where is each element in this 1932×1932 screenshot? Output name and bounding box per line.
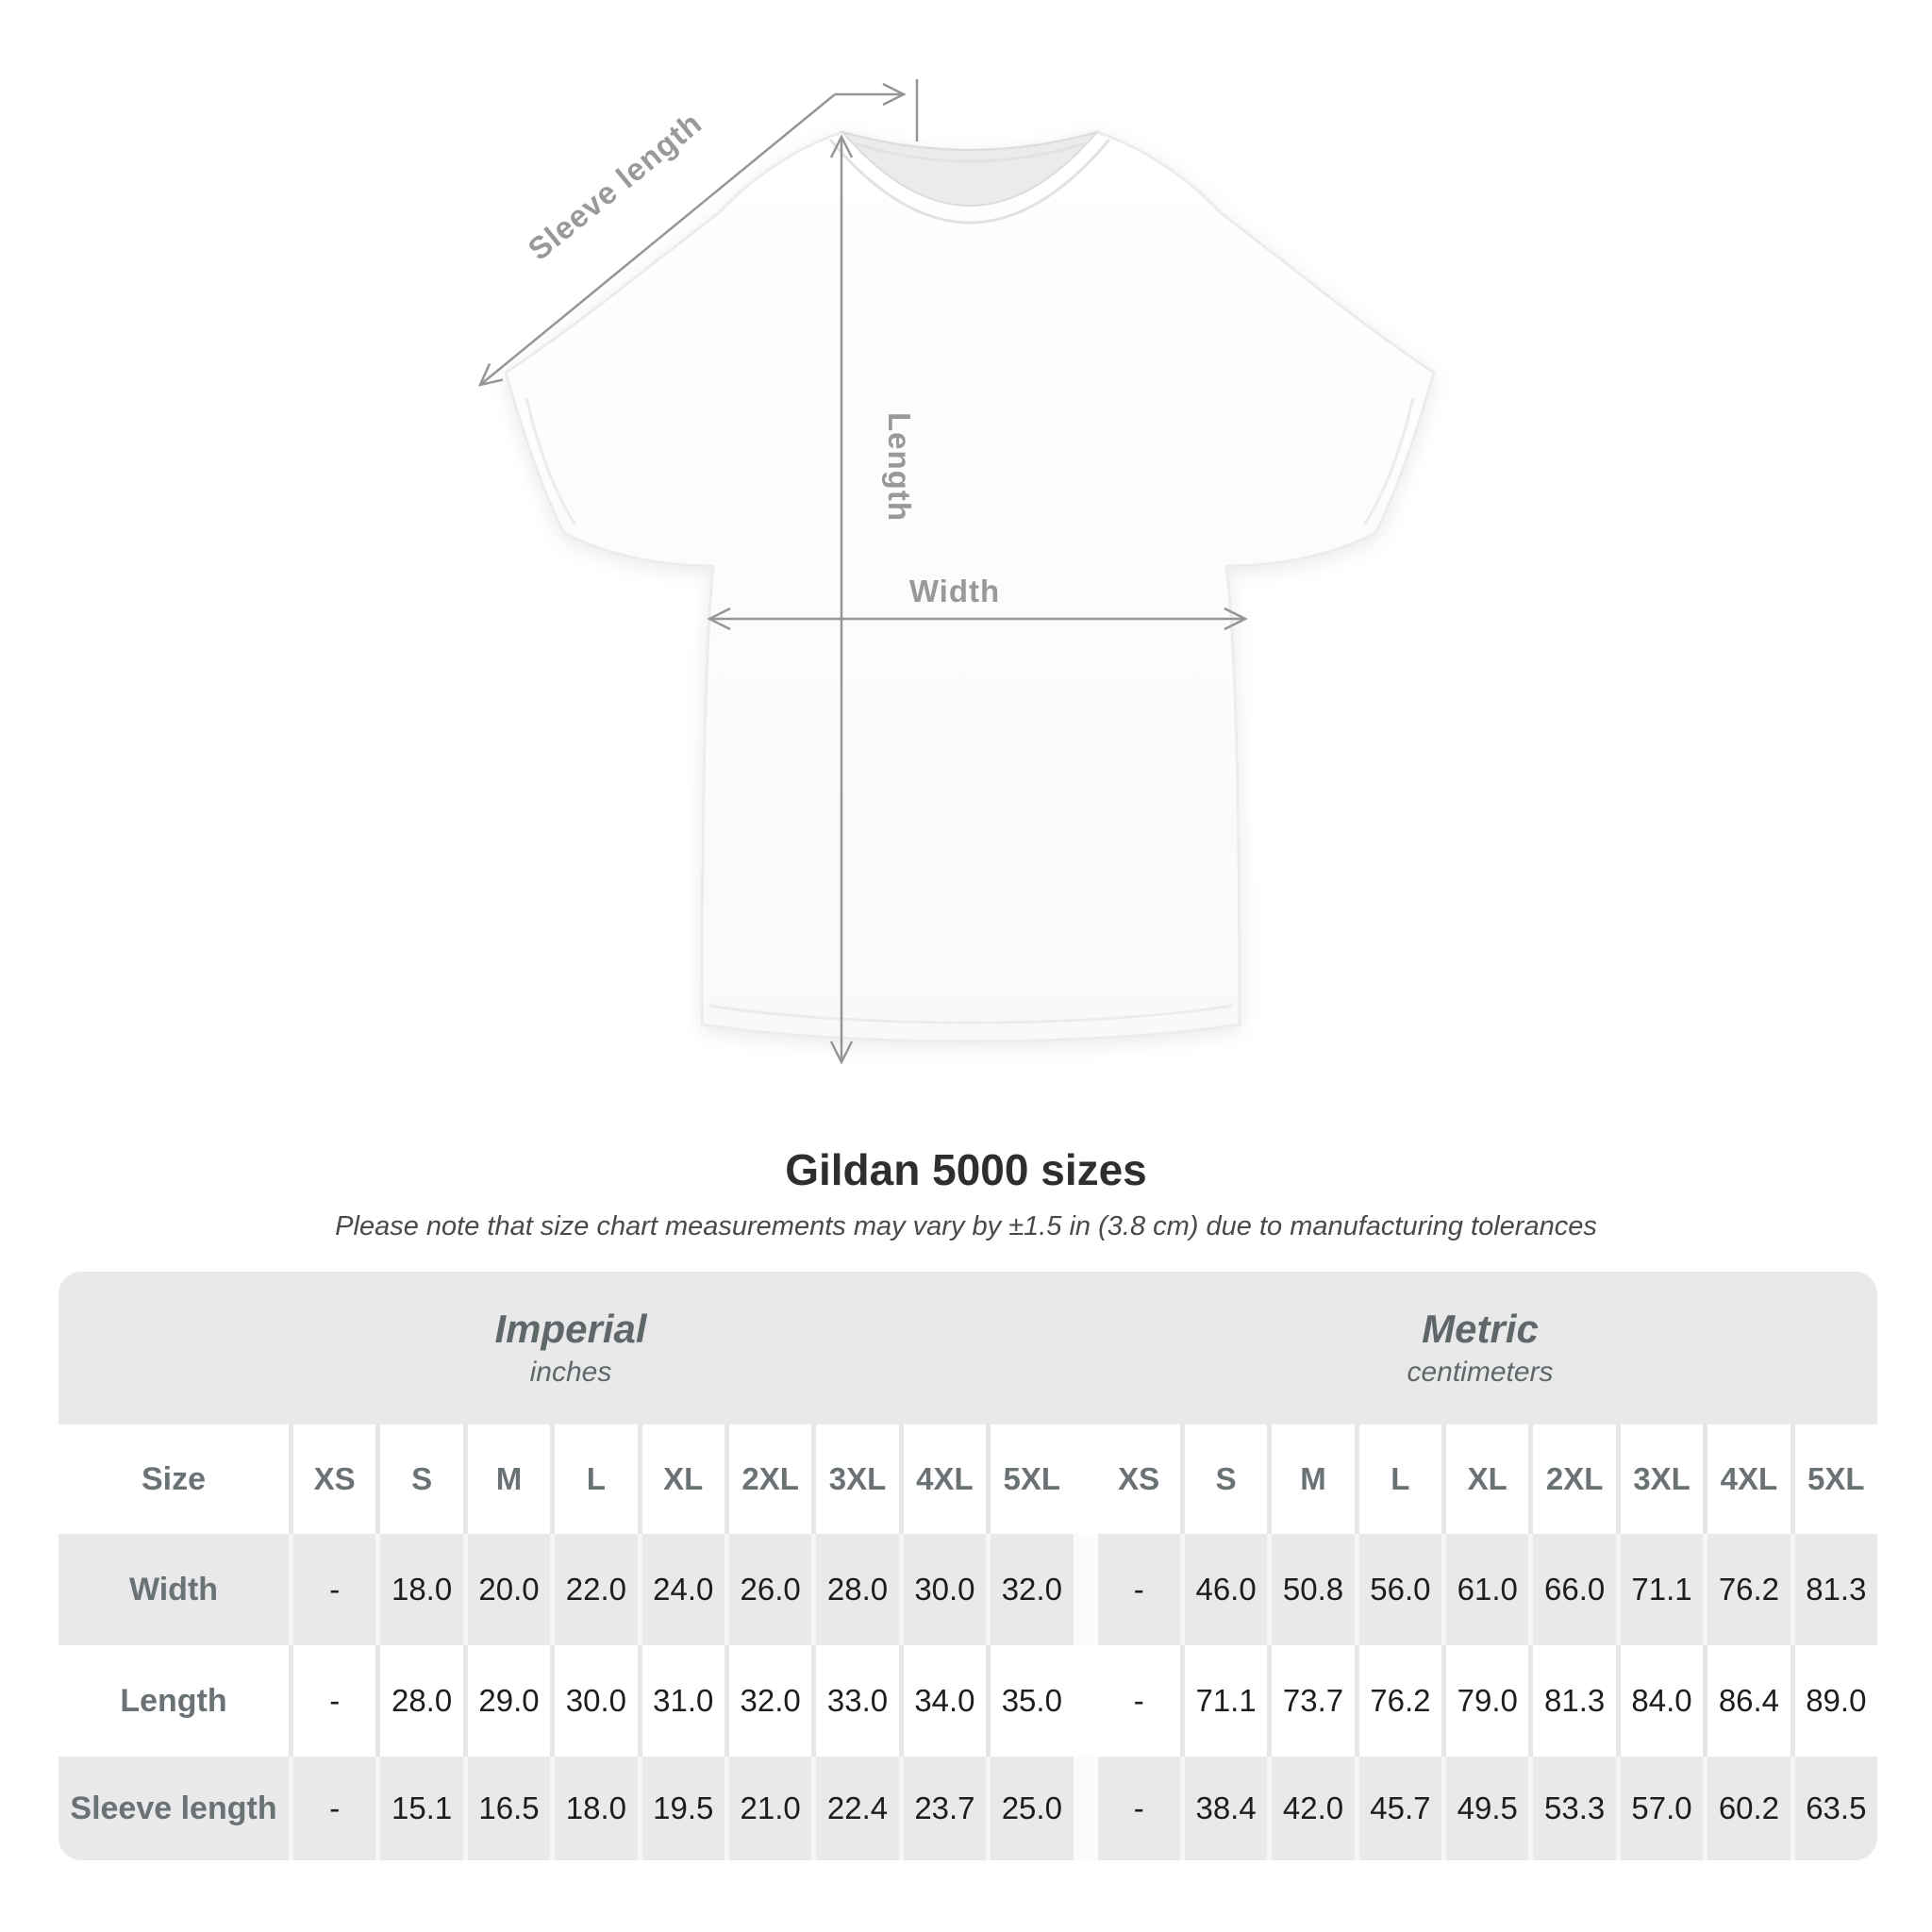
width-value-cell: 28.0 bbox=[811, 1534, 898, 1645]
sleeve-imperial-values bbox=[289, 1757, 1074, 1860]
metric-group-title: Metric bbox=[1422, 1307, 1539, 1351]
size-header-cell: XS bbox=[313, 1461, 356, 1496]
sleeve-value-cell: 49.5 bbox=[1441, 1757, 1528, 1860]
sleeve-value-cell: - bbox=[329, 1790, 341, 1825]
width-value-cell: 71.1 bbox=[1616, 1534, 1703, 1645]
size-header-cell: S bbox=[375, 1424, 462, 1534]
sleeve-value-cell: 57.0 bbox=[1616, 1757, 1703, 1860]
length-value-cell: 31.0 bbox=[638, 1645, 724, 1757]
size-header-cell: 4XL bbox=[899, 1424, 986, 1534]
length-value-cell: 76.2 bbox=[1355, 1645, 1441, 1757]
length-label: Length bbox=[882, 412, 917, 522]
size-header-cell: 5XL bbox=[1790, 1424, 1877, 1534]
width-label: Width bbox=[908, 574, 1001, 608]
size-header-cell: 3XL bbox=[811, 1424, 898, 1534]
length-value-cell: 34.0 bbox=[899, 1645, 986, 1757]
width-value-cell: 20.0 bbox=[463, 1534, 550, 1645]
size-header-cell: XS bbox=[1118, 1461, 1160, 1496]
sleeve-length-measurement-row bbox=[58, 1757, 1877, 1860]
width-value-cell: 22.0 bbox=[550, 1534, 637, 1645]
length-measurement-row bbox=[58, 1645, 1877, 1757]
sleeve-value-cell: 18.0 bbox=[550, 1757, 637, 1860]
metric-group-header bbox=[1083, 1272, 1877, 1424]
length-value-cell: 32.0 bbox=[724, 1645, 811, 1757]
width-value-cell: 50.8 bbox=[1267, 1534, 1354, 1645]
metric-size-headers bbox=[1074, 1424, 1878, 1534]
width-measurement-row bbox=[58, 1534, 1877, 1645]
length-value-cell: 29.0 bbox=[463, 1645, 550, 1757]
sleeve-length-row-label: Sleeve length bbox=[70, 1790, 277, 1826]
length-value-cell: 73.7 bbox=[1267, 1645, 1354, 1757]
length-row-label: Length bbox=[120, 1682, 227, 1719]
sleeve-value-cell: 60.2 bbox=[1703, 1757, 1790, 1860]
width-metric-values bbox=[1074, 1534, 1878, 1645]
sleeve-value-cell: 16.5 bbox=[463, 1757, 550, 1860]
size-header-cell: M bbox=[1267, 1424, 1354, 1534]
imperial-size-headers bbox=[289, 1424, 1074, 1534]
unit-group-header-row bbox=[58, 1272, 1877, 1424]
sleeve-value-cell: 23.7 bbox=[899, 1757, 986, 1860]
size-chart-table bbox=[58, 1272, 1877, 1860]
size-header-cell: 5XL bbox=[986, 1424, 1073, 1534]
width-value-cell: 18.0 bbox=[375, 1534, 462, 1645]
length-value-cell: 84.0 bbox=[1616, 1645, 1703, 1757]
length-value-cell: - bbox=[1133, 1683, 1144, 1718]
length-imperial-values bbox=[289, 1645, 1074, 1757]
sleeve-value-cell: 22.4 bbox=[811, 1757, 898, 1860]
sleeve-value-cell: 53.3 bbox=[1528, 1757, 1615, 1860]
width-value-cell: 66.0 bbox=[1528, 1534, 1615, 1645]
length-value-cell: 86.4 bbox=[1703, 1645, 1790, 1757]
sleeve-value-cell: 15.1 bbox=[375, 1757, 462, 1860]
size-header-cell: 2XL bbox=[724, 1424, 811, 1534]
width-value-cell: 26.0 bbox=[724, 1534, 811, 1645]
width-value-cell: 24.0 bbox=[638, 1534, 724, 1645]
size-row-label: Size bbox=[141, 1460, 207, 1497]
sleeve-value-cell: 19.5 bbox=[638, 1757, 724, 1860]
sleeve-value-cell: 38.4 bbox=[1180, 1757, 1267, 1860]
length-value-cell: 30.0 bbox=[550, 1645, 637, 1757]
width-value-cell: 56.0 bbox=[1355, 1534, 1441, 1645]
width-value-cell: 76.2 bbox=[1703, 1534, 1790, 1645]
length-value-cell: 89.0 bbox=[1790, 1645, 1877, 1757]
length-value-cell: 28.0 bbox=[375, 1645, 462, 1757]
size-header-cell: XL bbox=[638, 1424, 724, 1534]
size-header-row bbox=[58, 1424, 1877, 1534]
imperial-group-header bbox=[58, 1272, 1083, 1424]
width-value-cell: 46.0 bbox=[1180, 1534, 1267, 1645]
size-header-cell: XL bbox=[1441, 1424, 1528, 1534]
width-value-cell: 32.0 bbox=[986, 1534, 1073, 1645]
sleeve-value-cell: 45.7 bbox=[1355, 1757, 1441, 1860]
length-value-cell: 71.1 bbox=[1180, 1645, 1267, 1757]
sleeve-value-cell: - bbox=[1133, 1790, 1144, 1825]
size-header-cell: 2XL bbox=[1528, 1424, 1615, 1534]
size-header-cell: L bbox=[1355, 1424, 1441, 1534]
sleeve-value-cell: 21.0 bbox=[724, 1757, 811, 1860]
page-title: Gildan 5000 sizes bbox=[785, 1145, 1147, 1194]
width-value-cell: - bbox=[329, 1572, 341, 1607]
length-value-cell: - bbox=[329, 1683, 341, 1718]
width-value-cell: 30.0 bbox=[899, 1534, 986, 1645]
imperial-group-unit: inches bbox=[529, 1357, 612, 1388]
imperial-group-title: Imperial bbox=[494, 1307, 647, 1351]
sleeve-value-cell: 25.0 bbox=[986, 1757, 1073, 1860]
sleeve-value-cell: 42.0 bbox=[1267, 1757, 1354, 1860]
length-value-cell: 33.0 bbox=[811, 1645, 898, 1757]
size-header-cell: M bbox=[463, 1424, 550, 1534]
width-value-cell: 81.3 bbox=[1790, 1534, 1877, 1645]
width-value-cell: - bbox=[1133, 1572, 1144, 1607]
sleeve-length-label: Sleeve length bbox=[521, 105, 708, 267]
sleeve-metric-values bbox=[1074, 1757, 1878, 1860]
size-header-cell: L bbox=[550, 1424, 637, 1534]
length-value-cell: 35.0 bbox=[986, 1645, 1073, 1757]
width-imperial-values bbox=[289, 1534, 1074, 1645]
size-header-cell: 3XL bbox=[1616, 1424, 1703, 1534]
size-header-cell: S bbox=[1180, 1424, 1267, 1534]
length-value-cell: 81.3 bbox=[1528, 1645, 1615, 1757]
metric-group-unit: centimeters bbox=[1407, 1357, 1554, 1388]
length-value-cell: 79.0 bbox=[1441, 1645, 1528, 1757]
width-value-cell: 61.0 bbox=[1441, 1534, 1528, 1645]
page-subtitle: Please note that size chart measurements may vary by ±1.5 in (3.8 cm) due to manufacturing tolerances bbox=[335, 1211, 1597, 1241]
width-row-label: Width bbox=[128, 1571, 219, 1607]
size-header-cell: 4XL bbox=[1703, 1424, 1790, 1534]
length-metric-values bbox=[1074, 1645, 1878, 1757]
sleeve-value-cell: 63.5 bbox=[1790, 1757, 1877, 1860]
